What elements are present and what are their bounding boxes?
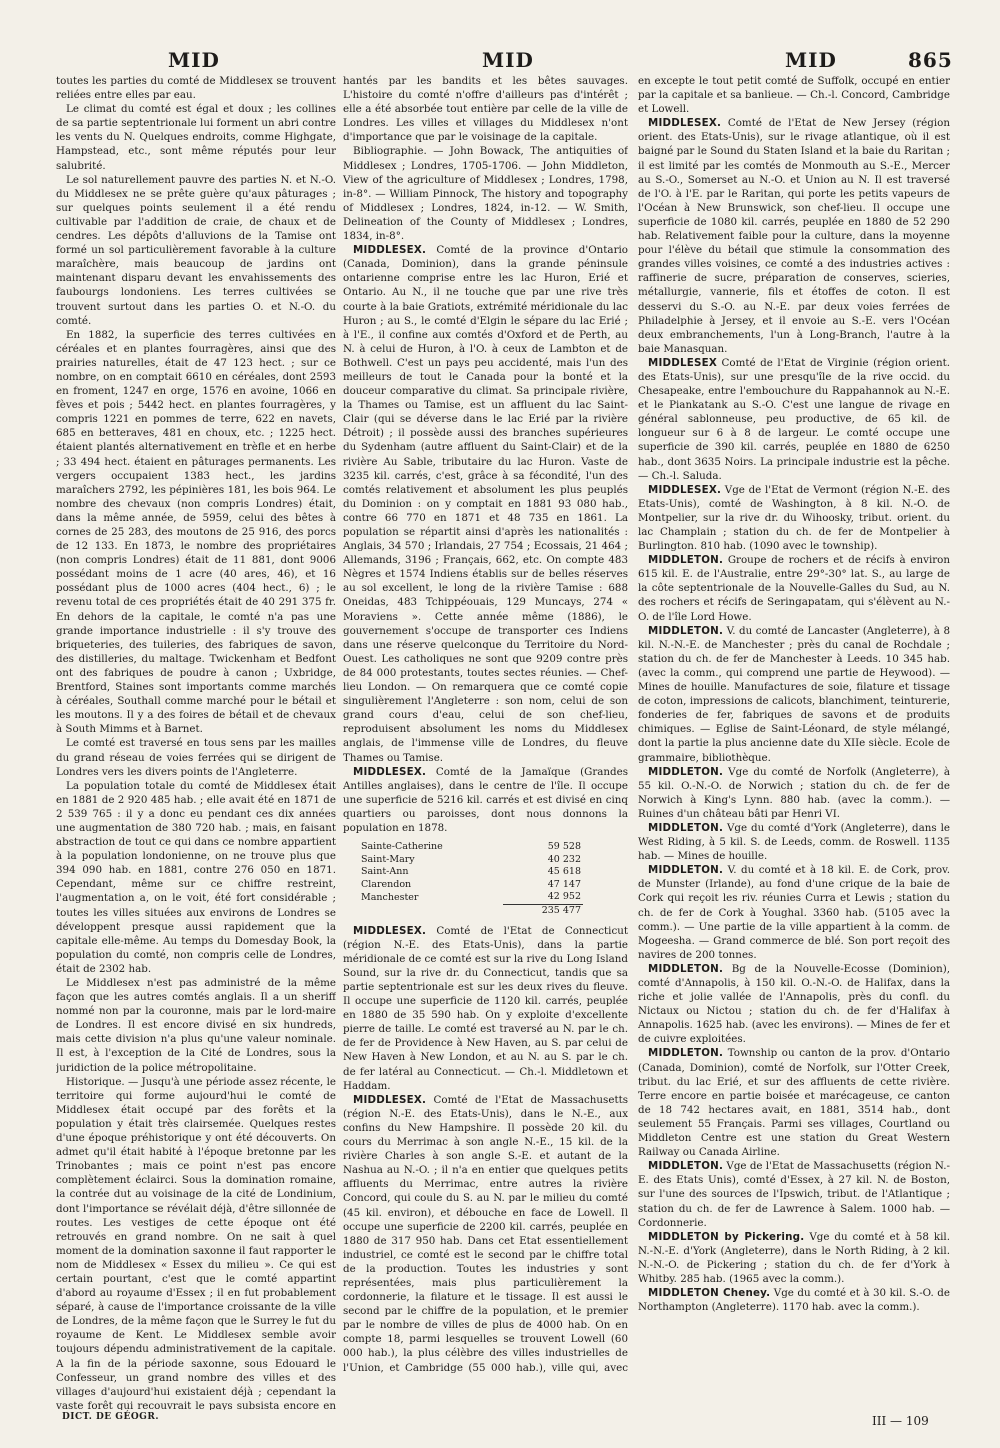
column-middle (343, 74, 628, 1374)
entry-headword: MIDDLESEX. (353, 765, 427, 778)
entry-headword: MIDDLETON by Pickering. (648, 1230, 805, 1243)
entry-text: Vge du comté et à 58 kil. N.-N.-E. d'York (Angleterre), dans le North Riding, à 2 kil. N.-N.-O. de Pickering ; station du ch. de fer d'York à Whitby. 285 hab. (1965 avec la comm.). (638, 1230, 950, 1285)
entry-headword: MIDDLESEX. (353, 244, 427, 257)
running-head-left: MID (168, 48, 220, 72)
entry-text: Township ou canton de la prov. d'Ontario (Canada, Dominion), comté de Norfolk, sur l'Otter Creek, tribut. du lac Erié, et sur des affluents de cette rivière. Terre encore en partie boisée et marécageuse, ce canton de 18 742 hectares avait, en 1881, 3514 hab., dont seulement 55 Français. Parmi ses villages, Courtland ou Middleton Centre est une station du Great Western Railway ou Canada Airline. (638, 1047, 950, 1159)
entry-headword: MIDDLESEX. (353, 1093, 427, 1106)
paragraph: En 1882, la superficie des terres cultivées en céréales et en plantes fourragères, ainsi que des prairies naturelles, était de 47 123 hect. ; sur ce nombre, on en comptait 6610 en céréales, dont 2593 en froment, 1247 en orge, 1576 en avoine, 1066 en fèves et pois ; 5442 hect. en plantes fourragères, y compris 1221 en pommes de terre, 622 en navets, 685 en betteraves, 481 en choux, etc. ; 1225 hect. étaient plantés alternativement en trèfle et en herbe ; 33 494 hect. étaient en pâturages permanents. Les vergers occupaient 1383 hect., les jardins maraîchers 2792, les pépinières 181, les bois 964. Le nombre des chevaux (non compris Londres) était, dans la même année, de 5959, celui des bêtes à cornes de 25 283, des moutons de 25 916, des porcs de 12 133. En 1873, le nombre des propriétaires (non compris Londres) était de 11 881, dont 9006 possédant moins de 1 acre (40 ares, 46), et 16 possédant plus de 1000 acres (404 hect., 6) ; le revenu total de ces propriétés était de 40 291 375 fr. En dehors de la capitale, le comté n'a pas une grande importance industrielle : il s'y trouve des briqueteries, des tuileries, des fabriques de savon, des distilleries, du maltage. Twickenham et Bedfont ont des fabriques de poudre à canon ; Uxbridge, Brentford, Staines sont importants comme marchés à céréales, Southall comme marché pour le bétail et les moutons. Il y a des foires de bétail et de chevaux à South Mimms et à Barnet. (56, 328, 336, 736)
population-table (343, 841, 583, 918)
dictionary-entry (343, 1093, 628, 1374)
entry-text: Comté de l'Etat de Massachusetts (région N.-E. des Etats-Unis), dans le N.-E., aux confins du New Hampshire. Il possède 20 kil. du cours du Merrimac à son angle N.-E., 15 kil. de la rivière Charles à son angle S.-E. et autant de la Nashua au N.-O. ; il n'a en entier que quelques petits affluents du Merrimac, entre autres la rivière Concord, qui coule du S. au N. par le milieu du comté (45 kil. environ), et débouche en face de Lowell. Il occupe une superficie de 2200 kil. carrés, peuplée en 1880 de 317 950 hab. Dans cet Etat essentiellement industriel, ce comté est le second par le chiffre total de la production. Toutes les industries y sont représentées, mais plus particulièrement la cordonnerie, la filature et le tissage. Il est aussi le second par le chiffre de la population, et le premier par le nombre de villes de plus de 4000 hab. On en compte 18, parmi lesquelles se trouvent Lowell (60 000 hab.), la plus célèbre des villes industrielles de l'Union, et Cambridge (55 000 hab.), ville qui, avec (343, 1093, 628, 1374)
entry-text: Comté de l'Etat de New Jersey (région orient. des Etats-Unis), sur le rivage atlantique, où il est baigné par le Sound du Staten Island et la baie du Raritan ; il est limité par les comtés de Monmouth au S.-E., Mercer au S.-O., Somerset au N.-O. et Union au N. Il est traversé de l'O. à l'E. par le Raritan, qui porte les petits vapeurs de l'Océan à New Brunswick, son chef-lieu. Il occupe une superficie de 1080 kil. carrés, peuplée en 1880 de 52 290 hab. Relativement faible pour la culture, dans la moyenne pour l'élève du bétail que stimule la consommation des grandes villes voisines, ce comté a des industries actives : raffinerie de sucre, préparation de conserves, scieries, métallurgie, vannerie, fils et étoffes de coton. Il est desservi du S.-O. au N.-E. par deux voies ferrées de Philadelphie à Jersey, et il envoie au S.-E. vers l'Océan deux embranchements, l'un à Long-Branch, l'autre à la baie Manasquan. (638, 117, 950, 355)
entry-text: Vge de l'Etat de Vermont (région N.-E. des Etats-Unis), comté de Washington, à 8 kil. N.-O. de Montpelier, sur la rive dr. du Wihoosky, tribut. orient. du lac Champlain ; station du ch. de fer de Montpelier à Burlington. 810 hab. (1090 avec le township). (638, 483, 950, 553)
paragraph: Le Middlesex n'est pas administré de la même façon que les autres comtés anglais. Il a un sheriff nommé non par la couronne, mais par le lord-maire de Londres. Il est encore divisé en six hundreds, mais cette division n'a plus qu'une valeur nominale. Il est, à l'exception de la Cité de Londres, sous la juridiction de la police métropolitaine. (56, 977, 336, 1074)
entry-text: Vge de l'Etat de Massachusetts (région N.-E. des Etats Unis), comté d'Essex, à 27 kil. N. de Boston, sur l'une des sources de l'Ipswich, tribut. de l'Atlantique ; station du ch. de fer de Lawrence à Salem. 1000 hab. — Cordonnerie. (638, 1160, 950, 1229)
entry-text: V. du comté de Lancaster (Angleterre), à 8 kil. N.-N.-E. de Manchester ; près du canal de Rochdale ; station du ch. de fer de Manchester à Leeds. 10 345 hab. (avec la comm., qui comprend une partie de Heywood). — Mines de houille. Manufactures de soie, filature et tissage de coton, impressions de calicots, blanchiment, teinturerie, fonderies de fer, fabriques de savons et de produits chimiques. — Eglise de Saint-Léonard, de style mélangé, dont la partie la plus ancienne date du XIIe siècle. Ecole de grammaire, bibliothèque. (638, 624, 950, 764)
dictionary-entry (638, 765, 950, 821)
paragraph: en excepte le tout petit comté de Suffolk, occupé en entier par la capitale et sa banlieue. — Ch.-l. Concord, Cambridge et Lowell. (638, 75, 950, 116)
entry-headword: MIDDLETON. (648, 1047, 724, 1060)
footer-signature: DICT. DE GÉOGR. (62, 1412, 159, 1422)
dictionary-entry (638, 863, 950, 962)
bibliography: Bibliographie. — John Bowack, The antiquities of Middlesex ; Londres, 1705-1706. — John Middleton, View of the agriculture of Middlesex ; Londres, 1798, in-8°. — William Pinnock, The history and topography of Middlesex ; Londres, 1824, in-12. — W. Smith, Delineation of the County of Middlesex ; Londres, 1834, in-8°. (343, 145, 628, 243)
entry-headword: MIDDLETON. (648, 821, 724, 834)
paragraph: Le comté est traversé en tous sens par les mailles du grand réseau de voies ferrées qui se dirigent de Londres vers les divers points de l'Angleterre. (56, 737, 336, 778)
entry-text: Bg de la Nouvelle-Ecosse (Dominion), comté d'Annapolis, à 150 kil. O.-N.-O. de Halifax, dans la riche et jolie vallée de l'Annapolis, près du confl. du Nictaux ou Nictou ; station du ch. de fer d'Halifax à Annapolis. 1625 hab. (avec les environs). — Mines de fer et de cuivre exploitées. (638, 962, 950, 1046)
dictionary-entry (638, 1159, 950, 1229)
table-row (343, 854, 583, 867)
table-row (343, 866, 583, 879)
entry-headword: MIDDLETON. (648, 962, 724, 975)
dictionary-entry (638, 116, 950, 356)
entry-text: Vge du comté de Norfolk (Angleterre), à 55 kil. O.-N.-O. de Norwich ; station du ch. de fer de Norwich à King's Lynn. 880 hab. (avec la comm.). — Ruines d'un château bâti par Henri VI. (638, 765, 950, 820)
parish-name: Manchester (361, 891, 419, 903)
page-number: 865 (908, 48, 953, 72)
dictionary-entry (638, 483, 950, 553)
table-row (343, 841, 583, 854)
entry-text: Comté de la province d'Ontario (Canada, Dominion), dans la grande péninsule ontarienne comprise entre les lac Huron, Erié et Ontario. Au N., il ne touche que par une rive très courte à la baie Gratiots, extrémité méridionale du lac Huron ; au S., le comté d'Elgin le sépare du lac Erié ; à l'E., il confine aux comtés d'Oxford et de Perth, au N. à celui de Huron, à l'O. à ceux de Lambton et de Bothwell. C'est un pays peu accidenté, mais l'un des meilleurs de tout le Canada pour la bonté et la douceur comparative du climat. Sa principale rivière, la Thames ou Tamise, est un affluent du lac Saint-Clair (qui se déverse dans le lac Erié par la rivière Détroit) ; il possède aussi des branches supérieures du Sydenham (autre affluent du Saint-Clair) et de la rivière Au Sable, tributaire du lac Huron. Vaste de 3235 kil. carrés, c'est, grâce à sa fécondité, l'un des comtés relativement et absolument les plus peuplés du Dominion : on y comptait en 1881 93 080 hab., contre 66 770 en 1871 et 48 735 en 1861. La population se répartit ainsi d'après les nationalités : Anglais, 34 570 ; Irlandais, 27 754 ; Ecossais, 21 464 ; Allemands, 3196 ; Français, 662, etc. On compte 483 Nègres et 1574 Indiens établis sur de belles réserves au sol excellent, le long de la rivière Tamise : 688 Oneidas, 483 Tchippéouais, 129 Muncays, 274 « Moraviens ». Cette année même (1886), le gouvernement s'occupe de transporter ces Indiens dans une réserve quelconque du Territoire du Nord-Ouest. Les catholiques ne sont que 9209 contre près de 84 000 protestants, toutes sectes réunies. — Chef-lieu London. — On remarquera que ce comté copie singulièrement l'Angleterre : son nom, celui de son grand cours d'eau, celui de son chef-lieu, reproduisent absolument les noms du Middlesex anglais, de l'immense ville de Londres, du fleuve Thames ou Tamise. (343, 244, 628, 764)
entry-headword: MIDDLETON. (648, 765, 724, 778)
population-total: 235 477 (503, 905, 583, 918)
dictionary-entry (638, 821, 950, 863)
dictionary-entry (638, 624, 950, 765)
entry-text: Vge du comté et à 30 kil. S.-O. de Northampton (Angleterre). 1170 hab. avec la comm.). (638, 1287, 950, 1314)
table-row (343, 891, 583, 904)
entry-text: V. du comté et à 18 kil. E. de Cork, prov. de Munster (Irlande), au fond d'une crique de la baie de Cork qui reçoit les riv. réunies Curra et Lewis ; station du ch. de fer de Cork à Youghal. 3360 hab. (5105 avec la comm.). — Une partie de la ville appartient à la comm. de Mogeesha. — Grand commerce de blé. Son port reçoit des navires de 200 tonnes. (638, 864, 950, 961)
dictionary-entry (343, 243, 628, 764)
dictionary-entry (343, 765, 628, 835)
parish-name: Saint-Ann (361, 866, 409, 878)
parish-population: 47 147 (547, 878, 581, 890)
parish-name: Sainte-Catherine (361, 841, 443, 853)
footer-volume-page: III — 109 (872, 1414, 929, 1428)
paragraph: La population totale du comté de Middlesex était en 1881 de 2 920 485 hab. ; elle avait été en 1871 de 2 539 765 : il y a donc eu pendant ces dix années une augmentation de 380 720 hab. ; mais, en faisant abstraction de tout ce qui dans ce nombre appartient à la population londonienne, on ne trouve plus que 394 090 hab. en 1881, contre 276 050 en 1871. Cependant, même sur ce chiffre restreint, l'augmentation a, on le voit, été fort considérable ; toutes les villes situées aux environs de Londres se développent presque aussi rapidement que la capitale elle-même. Au temps du Domesday Book, la population du comté, non compris celle de Londres, était de 2302 hab. (56, 779, 336, 975)
parish-population: 45 618 (547, 866, 581, 878)
entry-headword: MIDDLETON Cheney. (648, 1287, 771, 1300)
entry-headword: MIDDLESEX. (353, 924, 427, 937)
dictionary-entry (638, 962, 950, 1047)
entry-headword: MIDDLETON. (648, 624, 724, 637)
column-right (638, 74, 950, 1384)
parish-population: 59 528 (547, 841, 581, 853)
parish-population: 40 232 (547, 853, 581, 865)
paragraph: Le climat du comté est égal et doux ; les collines de sa partie septentrionale lui forment un abri contre les vents du N. Quelques endroits, comme Highgate, Hampstead, etc., sont même réputés pour leur salubrité. (56, 103, 336, 172)
parish-name: Saint-Mary (361, 853, 415, 865)
entry-headword: MIDDLESEX (648, 356, 717, 369)
entry-headword: MIDDLESEX. (648, 117, 722, 130)
parish-name: Clarendon (361, 878, 412, 890)
entry-text: Groupe de rochers et de récifs à environ 615 kil. E. de l'Australie, entre 29°-30° lat. S., au large de la côte septentrionale de la Nouvelle-Galles du Sud, au N. des rochers et récifs de Seringapatam, qui s'élèvent au N.-O. de l'île Lord Howe. (638, 554, 950, 623)
dictionary-entry (343, 924, 628, 1093)
parish-population: 42 952 (547, 891, 581, 903)
entry-text: Comté de la Jamaïque (Grandes Antilles anglaises), dans le centre de l'île. Il occupe une superficie de 5216 kil. carrés et est divisé en cinq quartiers ou paroisses, dont nous donnons la population en 1878. (343, 765, 628, 834)
paragraph: Historique. — Jusqu'à une période assez récente, le territoire qui forme aujourd'hui le comté de Middlesex était occupé par des forêts et la population y était très clairsemée. Quelques restes d'une époque préhistorique y ont été découverts. On admet qu'il était habité à l'époque bretonne par les Trinobantes ; mais ce point n'est pas encore complètement éclairci. Sous la domination romaine, la contrée dut au voisinage de la cité de Londinium, dont l'importance se révélait déjà, d'être sillonnée de routes. Les vestiges de cette époque ont été retrouvés en grand nombre. On ne sait à quel moment de la domination saxonne il faut rapporter le nom de Middlesex « Essex du milieu ». Ce qui est certain pourtant, c'est que le comté appartint d'abord au royaume d'Essex ; il en fut probablement séparé, à cause de l'importance croissante de la ville de Londres, de la même façon que le Surrey le fut du royaume de Kent. Le Middlesex semble avoir toujours dépendu administrativement de la capitale. A la fin de la période saxonne, sous Edouard le Confesseur, un grand nombre des villes et des villages d'aujourd'hui existaient déjà ; cependant la vaste forêt qui recouvrait le pays subsista encore en (56, 1075, 336, 1410)
entry-text: Comté de l'Etat de Connecticut (région N.-E. des Etats-Unis), dans la partie méridionale de ce comté est sur la rive du Long Island Sound, sur la rive dr. du Connecticut, tandis que sa partie septentrionale est sur les deux rives du fleuve. Il occupe une superficie de 1120 kil. carrés, peuplée en 1880 de 35 590 hab. On y exploite d'excellente pierre de taille. Le comté est traversé au N. par le ch. de fer de Providence à New Haven, au S. par celui de New Haven à New London, et au N. au S. par le ch. de fer latéral au Connecticut. — Ch.-l. Middletown et Haddam. (343, 924, 628, 1092)
dictionary-entry (638, 1286, 950, 1314)
entry-headword: MIDDLETON. (648, 554, 724, 567)
table-row (343, 879, 583, 892)
entry-headword: MIDDLESEX. (648, 483, 722, 496)
dictionary-entry (638, 356, 950, 483)
entry-headword: MIDDLETON. (648, 1160, 724, 1173)
entry-text: Vge du comté d'York (Angleterre), dans le West Riding, à 5 kil. S. de Leeds, comm. de Roswell. 1135 hab. — Mines de houille. (638, 821, 950, 863)
dictionary-entry (638, 1046, 950, 1159)
table-total-row (343, 905, 583, 918)
paragraph: toutes les parties du comté de Middlesex se trouvent reliées entre elles par eau. (56, 75, 336, 102)
dictionary-entry (638, 553, 950, 623)
paragraph: Le sol naturellement pauvre des parties N. et N.-O. du Middlesex ne se prête guère qu'aux pâturages ; sur quelques points seulement il a été rendu cultivable par l'addition de craie, de chaux et de cendres. Les dépôts d'alluvions de la Tamise ont formé un sol particulièrement favorable à la culture maraîchère, mais beaucoup de jardins ont maintenant disparu devant les envahissements des faubourgs londoniens. Les terres cultivées se trouvent surtout dans les parties O. et N.-O. du comté. (56, 173, 336, 327)
running-head-center: MID (482, 48, 534, 72)
dictionary-entry (638, 1230, 950, 1286)
entry-headword: MIDDLETON. (648, 864, 724, 877)
paragraph: hantés par les bandits et les bêtes sauvages. L'histoire du comté n'offre d'ailleurs pas d'intérêt ; elle a été absorbée tout entière par celle de la ville de Londres. Les villes et villages du Middlesex n'ont d'importance que par le voisinage de la capitale. (343, 75, 628, 144)
column-left (56, 74, 336, 1410)
running-head-right: MID (785, 48, 837, 72)
entry-text: Comté de l'Etat de Virginie (région orient. des Etats-Unis), sur une presqu'île de la rive occid. du Chesapeake, entre l'embouchure du Rappahannok au N.-E. et le Piankatank au S.-O. C'est une langue de rivage en général sablonneuse, peu productive, de 65 kil. de longueur sur 6 à 8 de largeur. Le comté occupe une superficie de 390 kil. carrés, peuplée en 1880 de 6250 hab., dont 3635 Noirs. La principale industrie est la pêche. — Ch.-l. Saluda. (638, 356, 950, 482)
